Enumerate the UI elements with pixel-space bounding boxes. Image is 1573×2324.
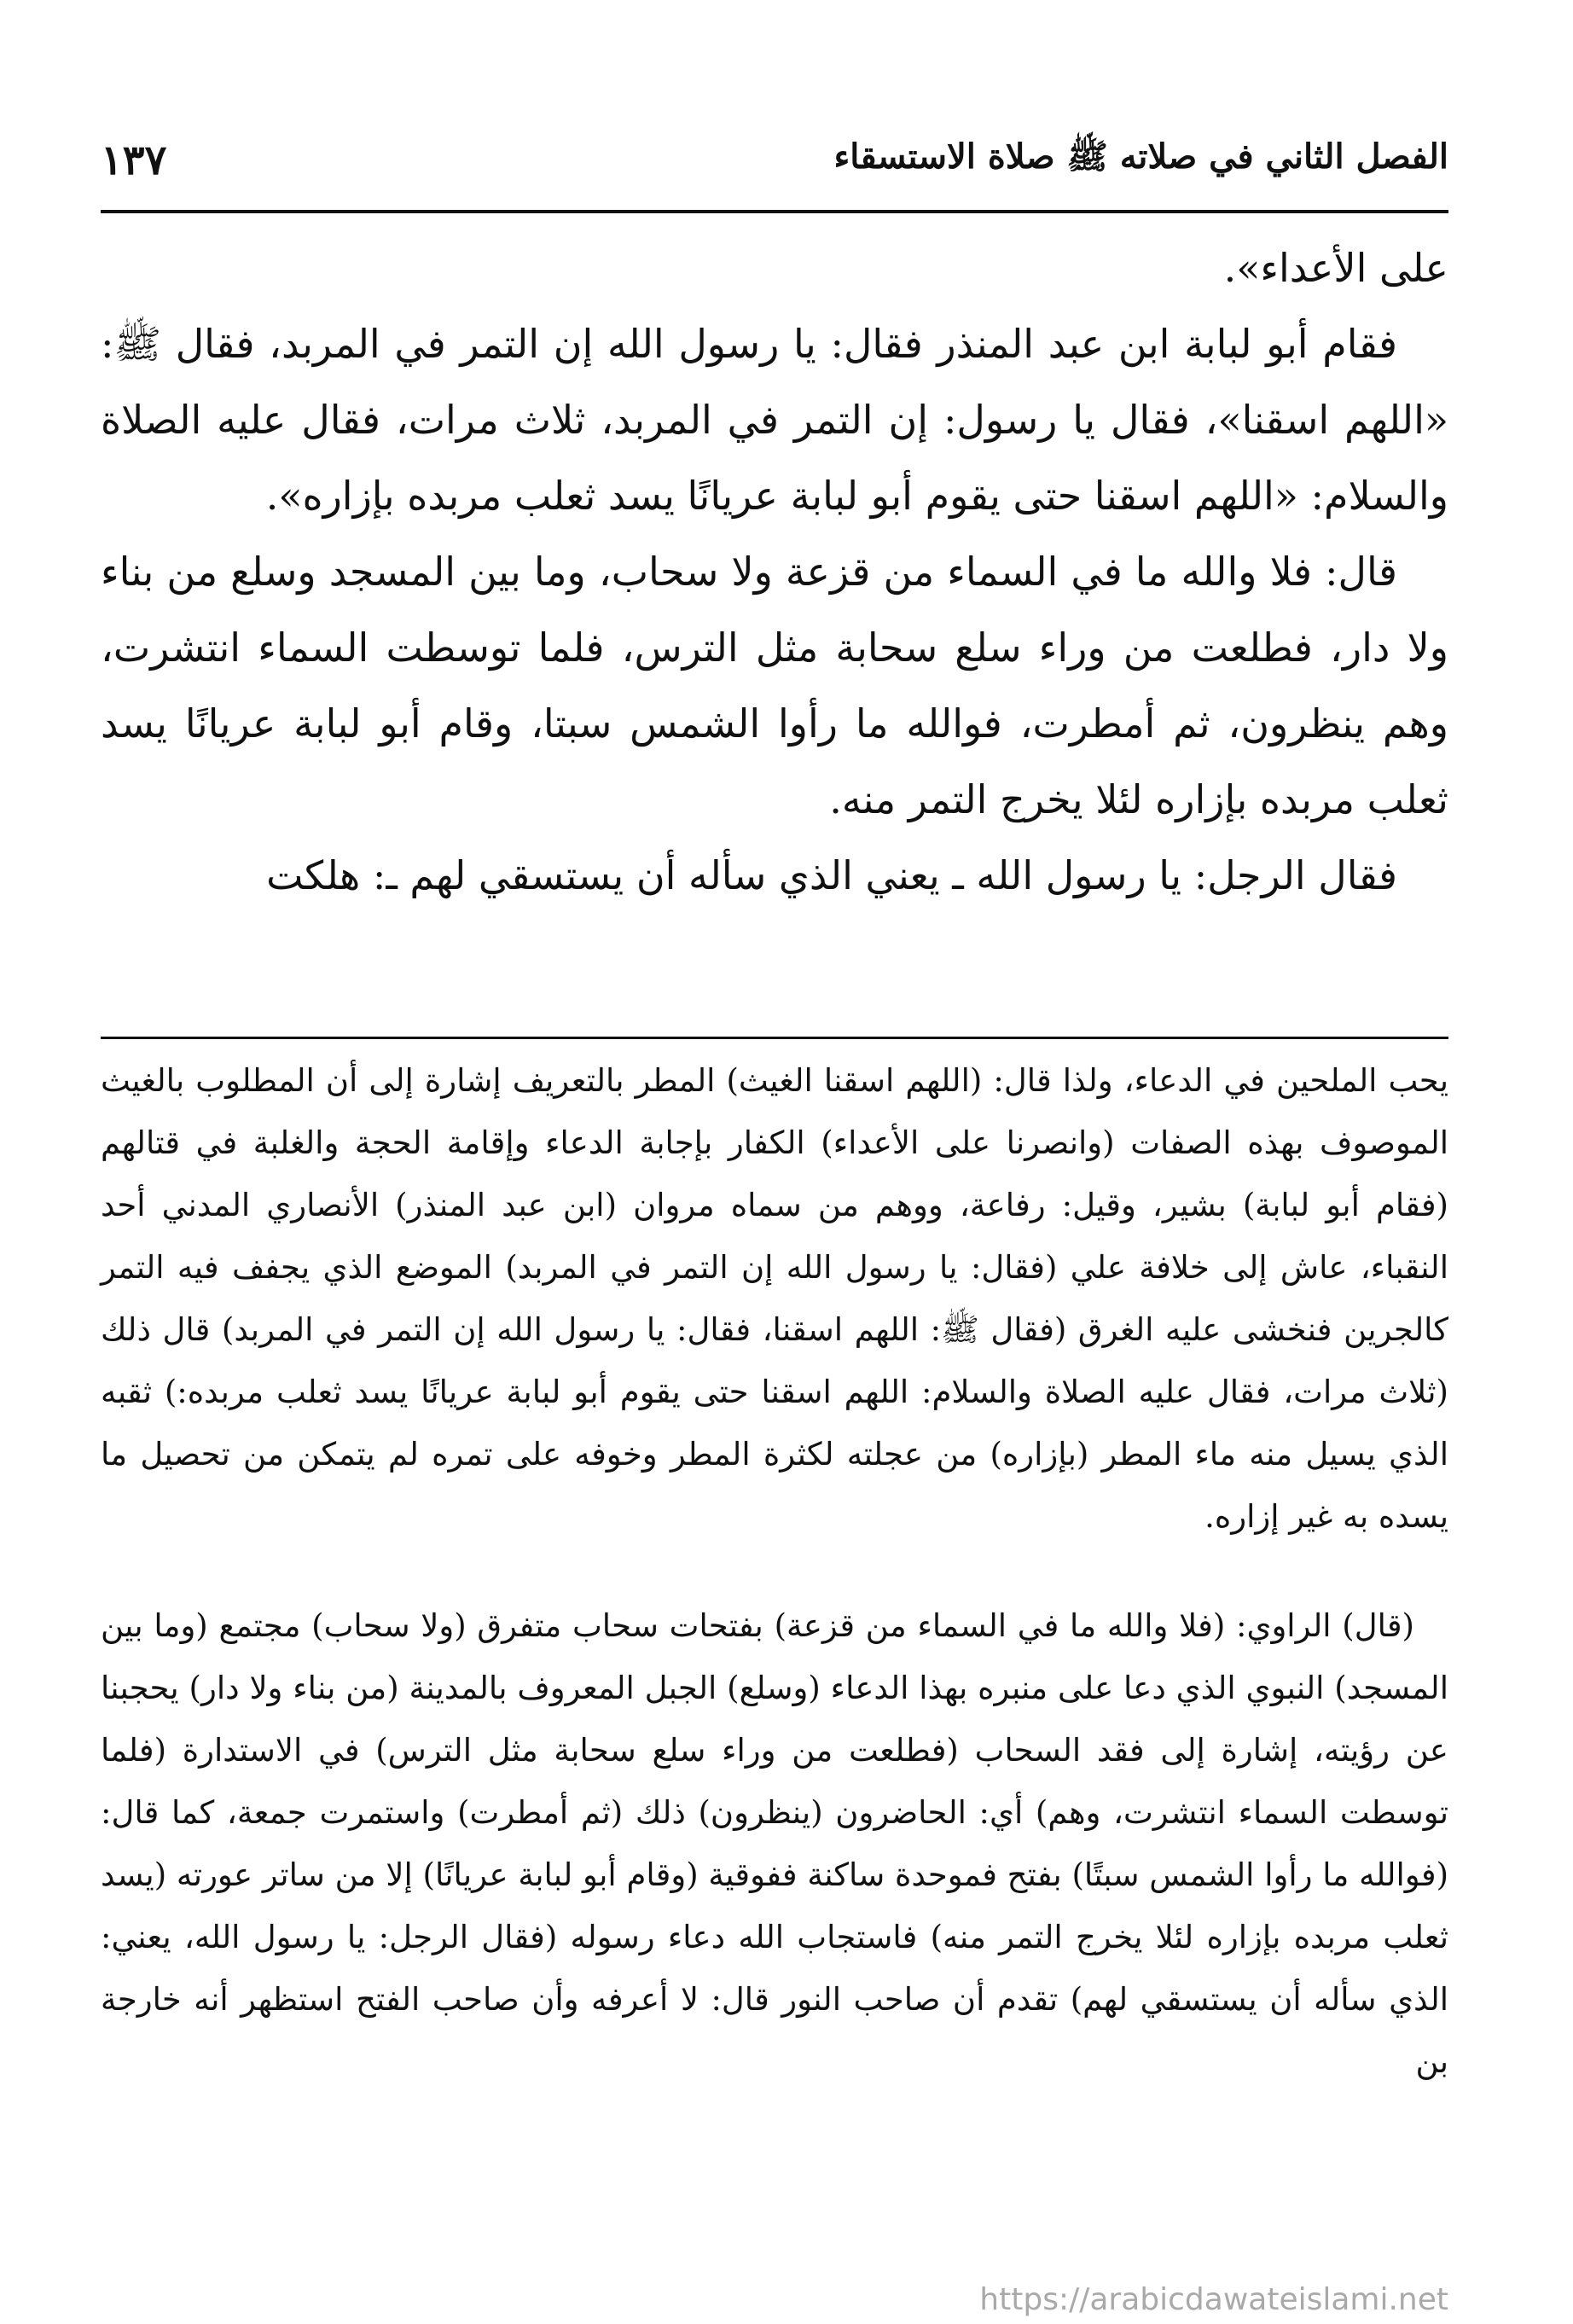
book-page	[101, 102, 1448, 2321]
main-paragraph: على الأعداء».	[1223, 245, 1448, 291]
main-paragraph: قال: فلا والله ما في السماء من قزعة ولا سحاب، وما بين المسجد وسلع من بناء ولا دار، فطلعت من وراء سلع سحابة مثل الترس، فلما توسطت السماء انتشرت، وهم ينظرون، ثم أمطرت، فوالله ما رأوا الشمس سبتا، وقام أبو لبابة عريانًا يسد ثعلب مربده بإزاره لئلا يخرج التمر منه.	[101, 549, 1448, 822]
main-text	[101, 230, 1448, 914]
main-paragraph: فقام أبو لبابة ابن عبد المنذر فقال: يا رسول الله إن التمر في المربد، فقال ﷺ: «اللهم اسقنا»، فقال يا رسول: إن التمر في المربد، ثلاث مرات، فقال عليه الصلاة والسلام: «اللهم اسقنا حتى يقوم أبو لبابة عريانًا يسد ثعلب مربده بإزاره».	[101, 321, 1448, 519]
main-paragraph: فقال الرجل: يا رسول الله ـ يعني الذي سأله أن يستسقي لهم ـ: هلكت	[266, 852, 1397, 898]
header-rule	[101, 210, 1448, 213]
commentary-paragraph: يحب الملحين في الدعاء، ولذا قال: (اللهم اسقنا الغيث) المطر بالتعريف إشارة إلى أن المطلوب بالغيث الموصوف بهذه الصفات (وانصرنا على الأعداء) الكفار بإجابة الدعاء وإقامة الحجة والغلبة في قتالهم (فقام أبو لبابة) بشير، وقيل: رفاعة، ووهم من سماه مروان (ابن عبد المنذر) الأنصاري المدني أحد النقباء، عاش إلى خلافة علي (فقال: يا رسول الله إن التمر في المربد) الموضع الذي يجفف فيه التمر كالجرين فنخشى عليه الغرق (فقال ﷺ: اللهم اسقنا، فقال: يا رسول الله إن التمر في المربد) قال ذلك (ثلاث مرات، فقال عليه الصلاة والسلام: اللهم اسقنا حتى يقوم أبو لبابة عريانًا يسد ثعلب مربده:) ثقبه الذي يسيل منه ماء المطر (بإزاره) من عجلته لكثرة المطر وخوفه على تمره لم يتمكن من تحصيل ما يسده به غير إزاره.	[101, 1062, 1448, 1535]
footnote-rule	[101, 1037, 1448, 1039]
running-title: الفصل الثاني في صلاته ﷺ صلاة الاستسقاء	[833, 137, 1448, 177]
page-number: ١٣٧	[101, 137, 167, 184]
commentary	[101, 1049, 1448, 2093]
watermark-url: https://arabicdawateislami.net	[979, 2282, 1448, 2317]
commentary-paragraph: (قال) الراوي: (فلا والله ما في السماء من قزعة) بفتحات سحاب متفرق (ولا سحاب) مجتمع (وما بين المسجد) النبوي الذي دعا على منبره بهذا الدعاء (وسلع) الجبل المعروف بالمدينة (من بناء ولا دار) يحجبنا عن رؤيته، إشارة إلى فقد السحاب (فطلعت من وراء سلع سحابة مثل الترس) في الاستدارة (فلما توسطت السماء انتشرت، وهم) أي: الحاضرون (ينظرون) ذلك (ثم أمطرت) واستمرت جمعة، كما قال: (فوالله ما رأوا الشمس سبتًا) بفتح فموحدة ساكنة ففوقية (وقام أبو لبابة عريانًا) إلا من ساتر عورته (يسد ثعلب مربده بإزاره لئلا يخرج التمر منه) فاستجاب الله دعاء رسوله (فقال الرجل: يا رسول الله، يعني: الذي سأله أن يستسقي لهم) تقدم أن صاحب النور قال: لا أعرفه وأن صاحب الفتح استظهر أنه خارجة بن	[101, 1607, 1448, 2080]
page-header	[101, 121, 1448, 200]
